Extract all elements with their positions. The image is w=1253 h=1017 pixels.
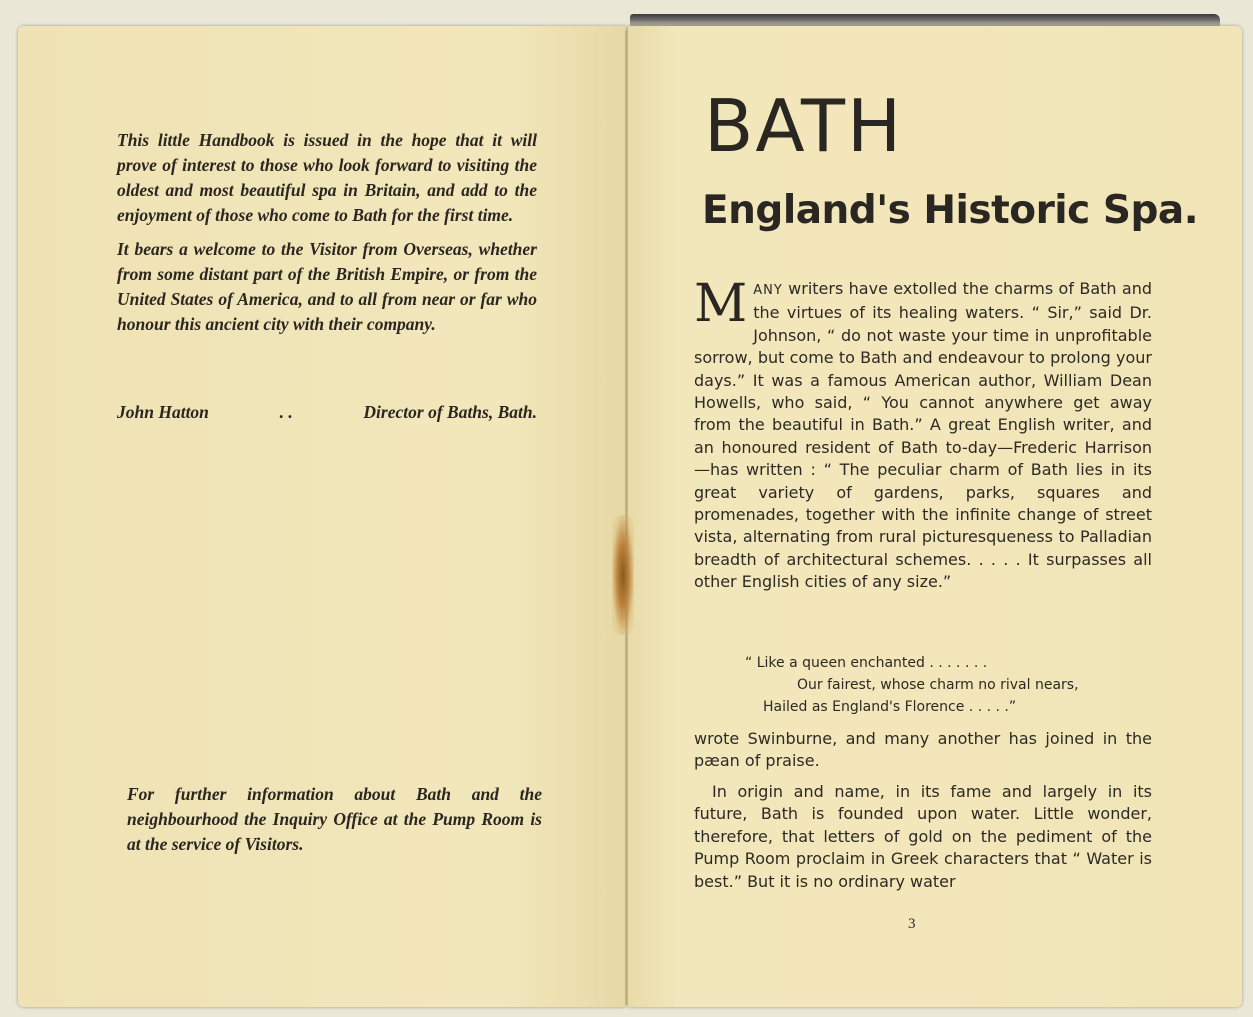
drop-cap: M bbox=[694, 274, 748, 334]
signature-line bbox=[117, 400, 537, 425]
page-number: 3 bbox=[908, 916, 916, 932]
signature-name: John Hatton bbox=[117, 402, 209, 422]
signature-dots: . . bbox=[279, 402, 293, 422]
body-paragraph-3: In origin and name, in its fame and largely in its future, Bath is founded upon water. Little wonder, therefore, that letters of gold on the pediment of the Pump Room proclaim in Greek characters that “ Water is best.” But it is no ordinary water bbox=[694, 782, 1152, 891]
foreword-paragraph-2: It bears a welcome to the Visitor from Overseas, whether from some distant part of the British Empire, or from the United States of America, and to all from near or far who honour this ancient city with their company. bbox=[117, 239, 537, 334]
page-subtitle: England's Historic Spa. bbox=[702, 188, 1199, 233]
further-information-text: For further information about Bath and the neighbourhood the Inquiry Office at the Pump Room is at the service of Visitors. bbox=[127, 784, 542, 854]
poem-line: Hailed as England's Florence . . . . .” bbox=[763, 699, 1017, 715]
poem-line: Our fairest, whose charm no rival nears, bbox=[797, 677, 1079, 693]
page-title: BATH bbox=[704, 84, 904, 168]
poem-line: “ Like a queen enchanted . . . . . . . bbox=[745, 655, 988, 671]
further-information bbox=[127, 782, 542, 866]
signature-title: Director of Baths, Bath. bbox=[363, 402, 537, 422]
poem-quote bbox=[745, 652, 1125, 718]
staple-rust-stain bbox=[612, 515, 634, 635]
body-paragraph-2: wrote Swinburne, and many another has joined in the pæan of praise. bbox=[694, 729, 1152, 771]
foreword bbox=[117, 128, 537, 346]
foreword-paragraph-1: This little Handbook is issued in the hope that it will prove of interest to those who look forward to visiting the oldest and most beautiful spa in Britain, and add to the enjoyment of those who come to Bath for the first time. bbox=[117, 130, 537, 225]
paragraph-1-text: writers have extolled the charms of Bath and the virtues of its healing waters. “ Sir,” said Dr. Johnson, “ do not waste your time in unprofitable sorrow, but come to Bath and endeavour to prolong your days.” It was a famous American author, William Dean Howells, who said, “ You cannot anywhere get away from the beautiful in Bath.” A great English writer, and an honoured resident of Bath to-day—Frederic Harrison—has written : “ The peculiar charm of Bath lies in its great variety of gardens, parks, squares and promenades, together with the infinite change of street vista, alternating from rural picturesqueness to Palladian breadth of architectural schemes. . . . . It surpasses all other English cities of any size.” bbox=[694, 279, 1152, 592]
first-word-smallcaps: ANY bbox=[753, 283, 783, 298]
body-paragraph-1 bbox=[694, 274, 1152, 594]
